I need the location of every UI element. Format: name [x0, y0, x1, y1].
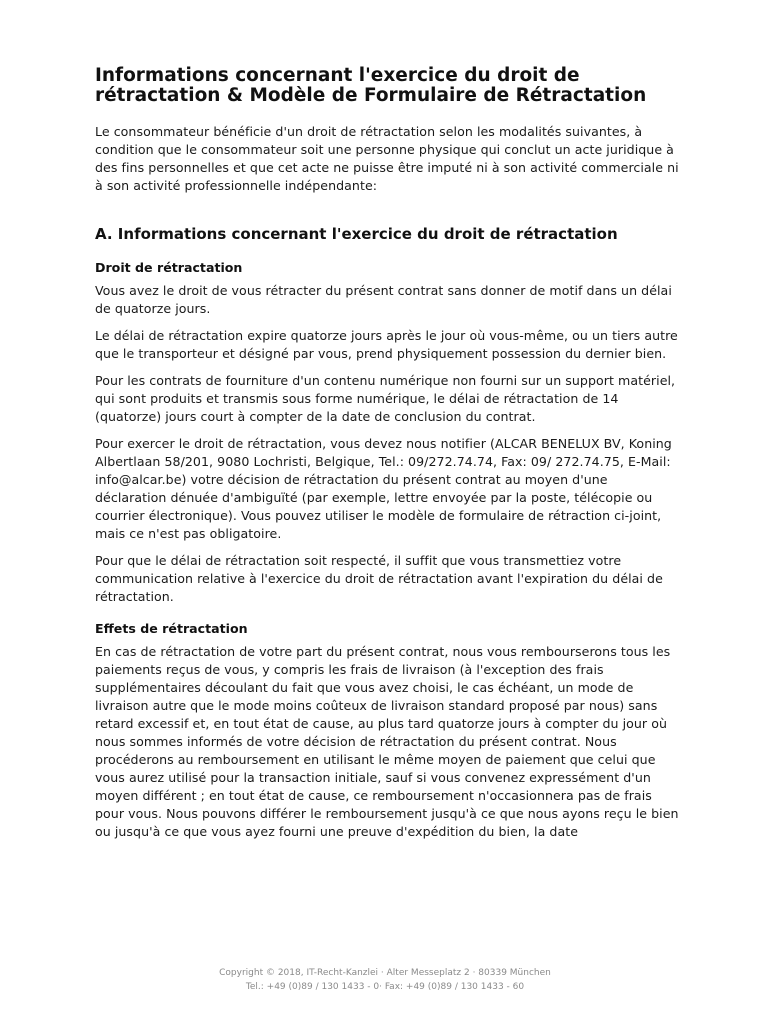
- droit-paragraph: Pour que le délai de rétractation soit respecté, il suffit que vous transmettiez votre communication relative à l'exercice du droit de rétractation avant l'expiration du délai de rétractation.: [95, 553, 663, 604]
- page-footer: [0, 966, 770, 994]
- droit-paragraph: Pour les contrats de fourniture d'un contenu numérique non fourni sur un support matériel, qui sont produits et transmis sous forme numérique, le délai de rétractation de 14 (quatorze) jours court à compter de la date de conclusion du contrat.: [95, 373, 676, 424]
- section-a-title: A. Informations concernant l'exercice du droit de rétractation: [95, 225, 618, 243]
- effets-paragraph: En cas de rétractation de votre part du présent contrat, nous vous rembourserons tous les paiements reçus de vous, y compris les frais de livraison (à l'exception des frais supplémentaires découlant du fait que vous avez choisi, le cas échéant, un mode de livraison autre que le mode moins coûteux de livraison standard proposé par nous) sans retard excessif et, en tout état de cause, au plus tard quatorze jours à compter du jour où nous sommes informés de votre décision de rétractation du présent contrat. Nous procéderons au remboursement en utilisant le même moyen de paiement que celui que vous aurez utilisé pour la transaction initiale, sauf si vous convenez expressément d'un moyen différent ; en tout état de cause, ce remboursement n'occasionnera pas de frais pour vous. Nous pouvons différer le remboursement jusqu'à ce que nous ayons reçu le bien ou jusqu'à ce que vous ayez fourni une preuve d'expédition du bien, la date: [95, 644, 679, 839]
- footer-contact: Tel.: +49 (0)89 / 130 1433 - 0· Fax: +49 (0)89 / 130 1433 - 60: [245, 982, 525, 992]
- intro-paragraph: Le consommateur bénéficie d'un droit de rétractation selon les modalités suivantes, à condition que le consommateur soit une personne physique qui conclut un acte juridique à des fins personnelles et que cet acte ne puisse être imputé ni à son activité commerciale ni à son activité professionnelle indépendante:: [95, 124, 679, 193]
- droit-heading: Droit de rétractation: [95, 260, 243, 275]
- droit-paragraph: Vous avez le droit de vous rétracter du présent contrat sans donner de motif dans un délai de quatorze jours.: [95, 283, 672, 316]
- droit-paragraph: Le délai de rétractation expire quatorze jours après le jour où vous-même, ou un tiers autre que le transporteur et désigné par vous, prend physiquement possession du dernier bien.: [95, 328, 678, 361]
- document-page: [95, 66, 680, 850]
- document-title: Informations concernant l'exercice du droit de rétractation & Modèle de Formulaire de Rétractation: [95, 65, 647, 106]
- effets-heading: Effets de rétractation: [95, 621, 248, 636]
- droit-paragraph: Pour exercer le droit de rétractation, vous devez nous notifier (ALCAR BENELUX BV, Koning Albertlaan 58/201, 9080 Lochristi, Belgique, Tel.: 09/272.74.74, Fax: 09/ 272.74.75, E-Mail: info@alcar.be) votre décision de rétractation du présent contrat au moyen d'une déclaration dénuée d'ambiguïté (par exemple, lettre envoyée par la poste, télécopie ou courrier électronique). Vous pouvez utiliser le modèle de formulaire de rétraction ci-joint, mais ce n'est pas obligatoire.: [95, 436, 672, 541]
- footer-copyright: Copyright © 2018, IT-Recht-Kanzlei · Alter Messeplatz 2 · 80339 München: [219, 968, 551, 978]
